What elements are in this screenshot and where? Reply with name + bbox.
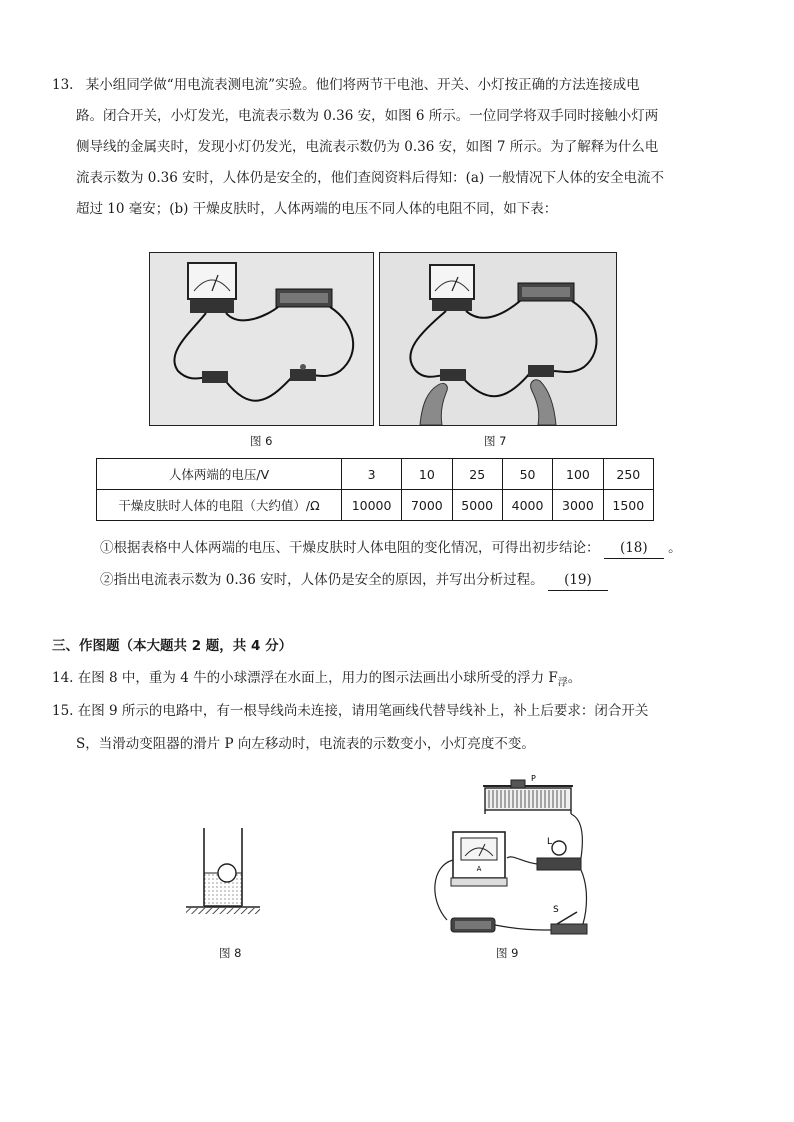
q13-line-1-text: 某小组同学做“用电流表测电流”实验。他们将两节干电池、开关、小灯按正确的方法连接成电 [85, 77, 640, 93]
switch [551, 924, 587, 934]
table-cell: 4000 [502, 490, 552, 521]
q13-line-4: 流表示数为 0.36 安时，人体仍是安全的，他们查阅资料后得知：(a) 一般情况下人体的安全电流不 [76, 170, 665, 186]
q14-subscript: 浮 [557, 677, 568, 689]
table-cell: 3000 [553, 490, 603, 521]
q14-end: 。 [567, 670, 582, 686]
floating-ball [218, 864, 236, 882]
label-p: P [531, 774, 536, 783]
q13-line-3: 侧导线的金属夹时，发现小灯仍发光，电流表示数仍为 0.36 安，如图 7 所示。为了解释为什么电 [76, 139, 659, 155]
figure-9-diagram [425, 770, 595, 948]
table-cell: 10 [402, 459, 452, 490]
table-cell: 1500 [603, 490, 653, 521]
q13-sub-2 [100, 570, 608, 591]
table-row-resistance [97, 490, 654, 521]
figure-7-caption: 图 7 [484, 434, 507, 448]
table-cell: 7000 [402, 490, 452, 521]
table-row-header: 干燥皮肤时人体的电阻（大约值）/Ω [97, 490, 342, 521]
q15-line-2: S，当滑动变阻器的滑片 P 向左移动时，电流表的示数变小，小灯亮度不变。 [76, 736, 535, 752]
table-cell: 5000 [452, 490, 502, 521]
q15-line-1: 15. 在图 9 所示的电路中，有一根导线尚未连接，请用笔画线代替导线补上，补上后要求：闭合开关 [52, 703, 649, 719]
q14-text [52, 668, 581, 694]
table-cell: 3 [342, 459, 402, 490]
q13-line-1 [52, 75, 640, 95]
q14-main-text: 14. 在图 8 中，重为 4 牛的小球漂浮在水面上，用力的图示法画出小球所受的浮力 F [52, 670, 558, 686]
circuit-photo-6-illustration [150, 253, 373, 425]
circuit-photo-7-illustration [380, 253, 616, 425]
section-3-heading: 三、作图题（本大题共 2 题，共 4 分） [52, 638, 293, 654]
label-s: S [553, 905, 559, 915]
q13-sub-1 [100, 538, 682, 559]
figure-7-photo [379, 252, 617, 426]
figure-9-caption: 图 9 [496, 946, 519, 960]
q13-sub-1-end: 。 [668, 540, 682, 556]
answer-blank-19[interactable]: (19) [548, 570, 608, 591]
table-cell: 50 [502, 459, 552, 490]
rheostat-slider [511, 780, 525, 788]
table-cell: 25 [452, 459, 502, 490]
lamp-bulb [552, 841, 566, 855]
label-l: L [547, 837, 553, 847]
q13-sub-2-text: ②指出电流表示数为 0.36 安时，人体仍是安全的原因，并写出分析过程。 [100, 572, 544, 588]
table-cell: 10000 [342, 490, 402, 521]
table-row-voltage [97, 459, 654, 490]
ammeter-label: A [476, 865, 482, 873]
figure-8-diagram [180, 826, 266, 916]
figure-6-caption: 图 6 [250, 434, 273, 448]
lamp-base [537, 858, 581, 870]
table-row-header: 人体两端的电压/V [97, 459, 342, 490]
voltage-resistance-table [96, 458, 654, 521]
q13-line-2: 路。闭合开关，小灯发光，电流表示数为 0.36 安，如图 6 所示。一位同学将双手同时接触小灯两 [76, 108, 659, 124]
q13-line-5: 超过 10 毫安；(b) 干燥皮肤时，人体两端的电压不同人体的电阻不同，如下表： [76, 201, 558, 217]
answer-blank-18[interactable]: (18) [604, 538, 664, 559]
table-cell: 250 [603, 459, 653, 490]
table-cell: 100 [553, 459, 603, 490]
q13-sub-1-text: ①根据表格中人体两端的电压、干燥皮肤时人体电阻的变化情况，可得出初步结论： [100, 540, 600, 556]
figure-6-photo [149, 252, 374, 426]
rheostat [485, 788, 571, 810]
q13-number: 13. [52, 77, 74, 93]
figure-8-caption: 图 8 [219, 946, 242, 960]
